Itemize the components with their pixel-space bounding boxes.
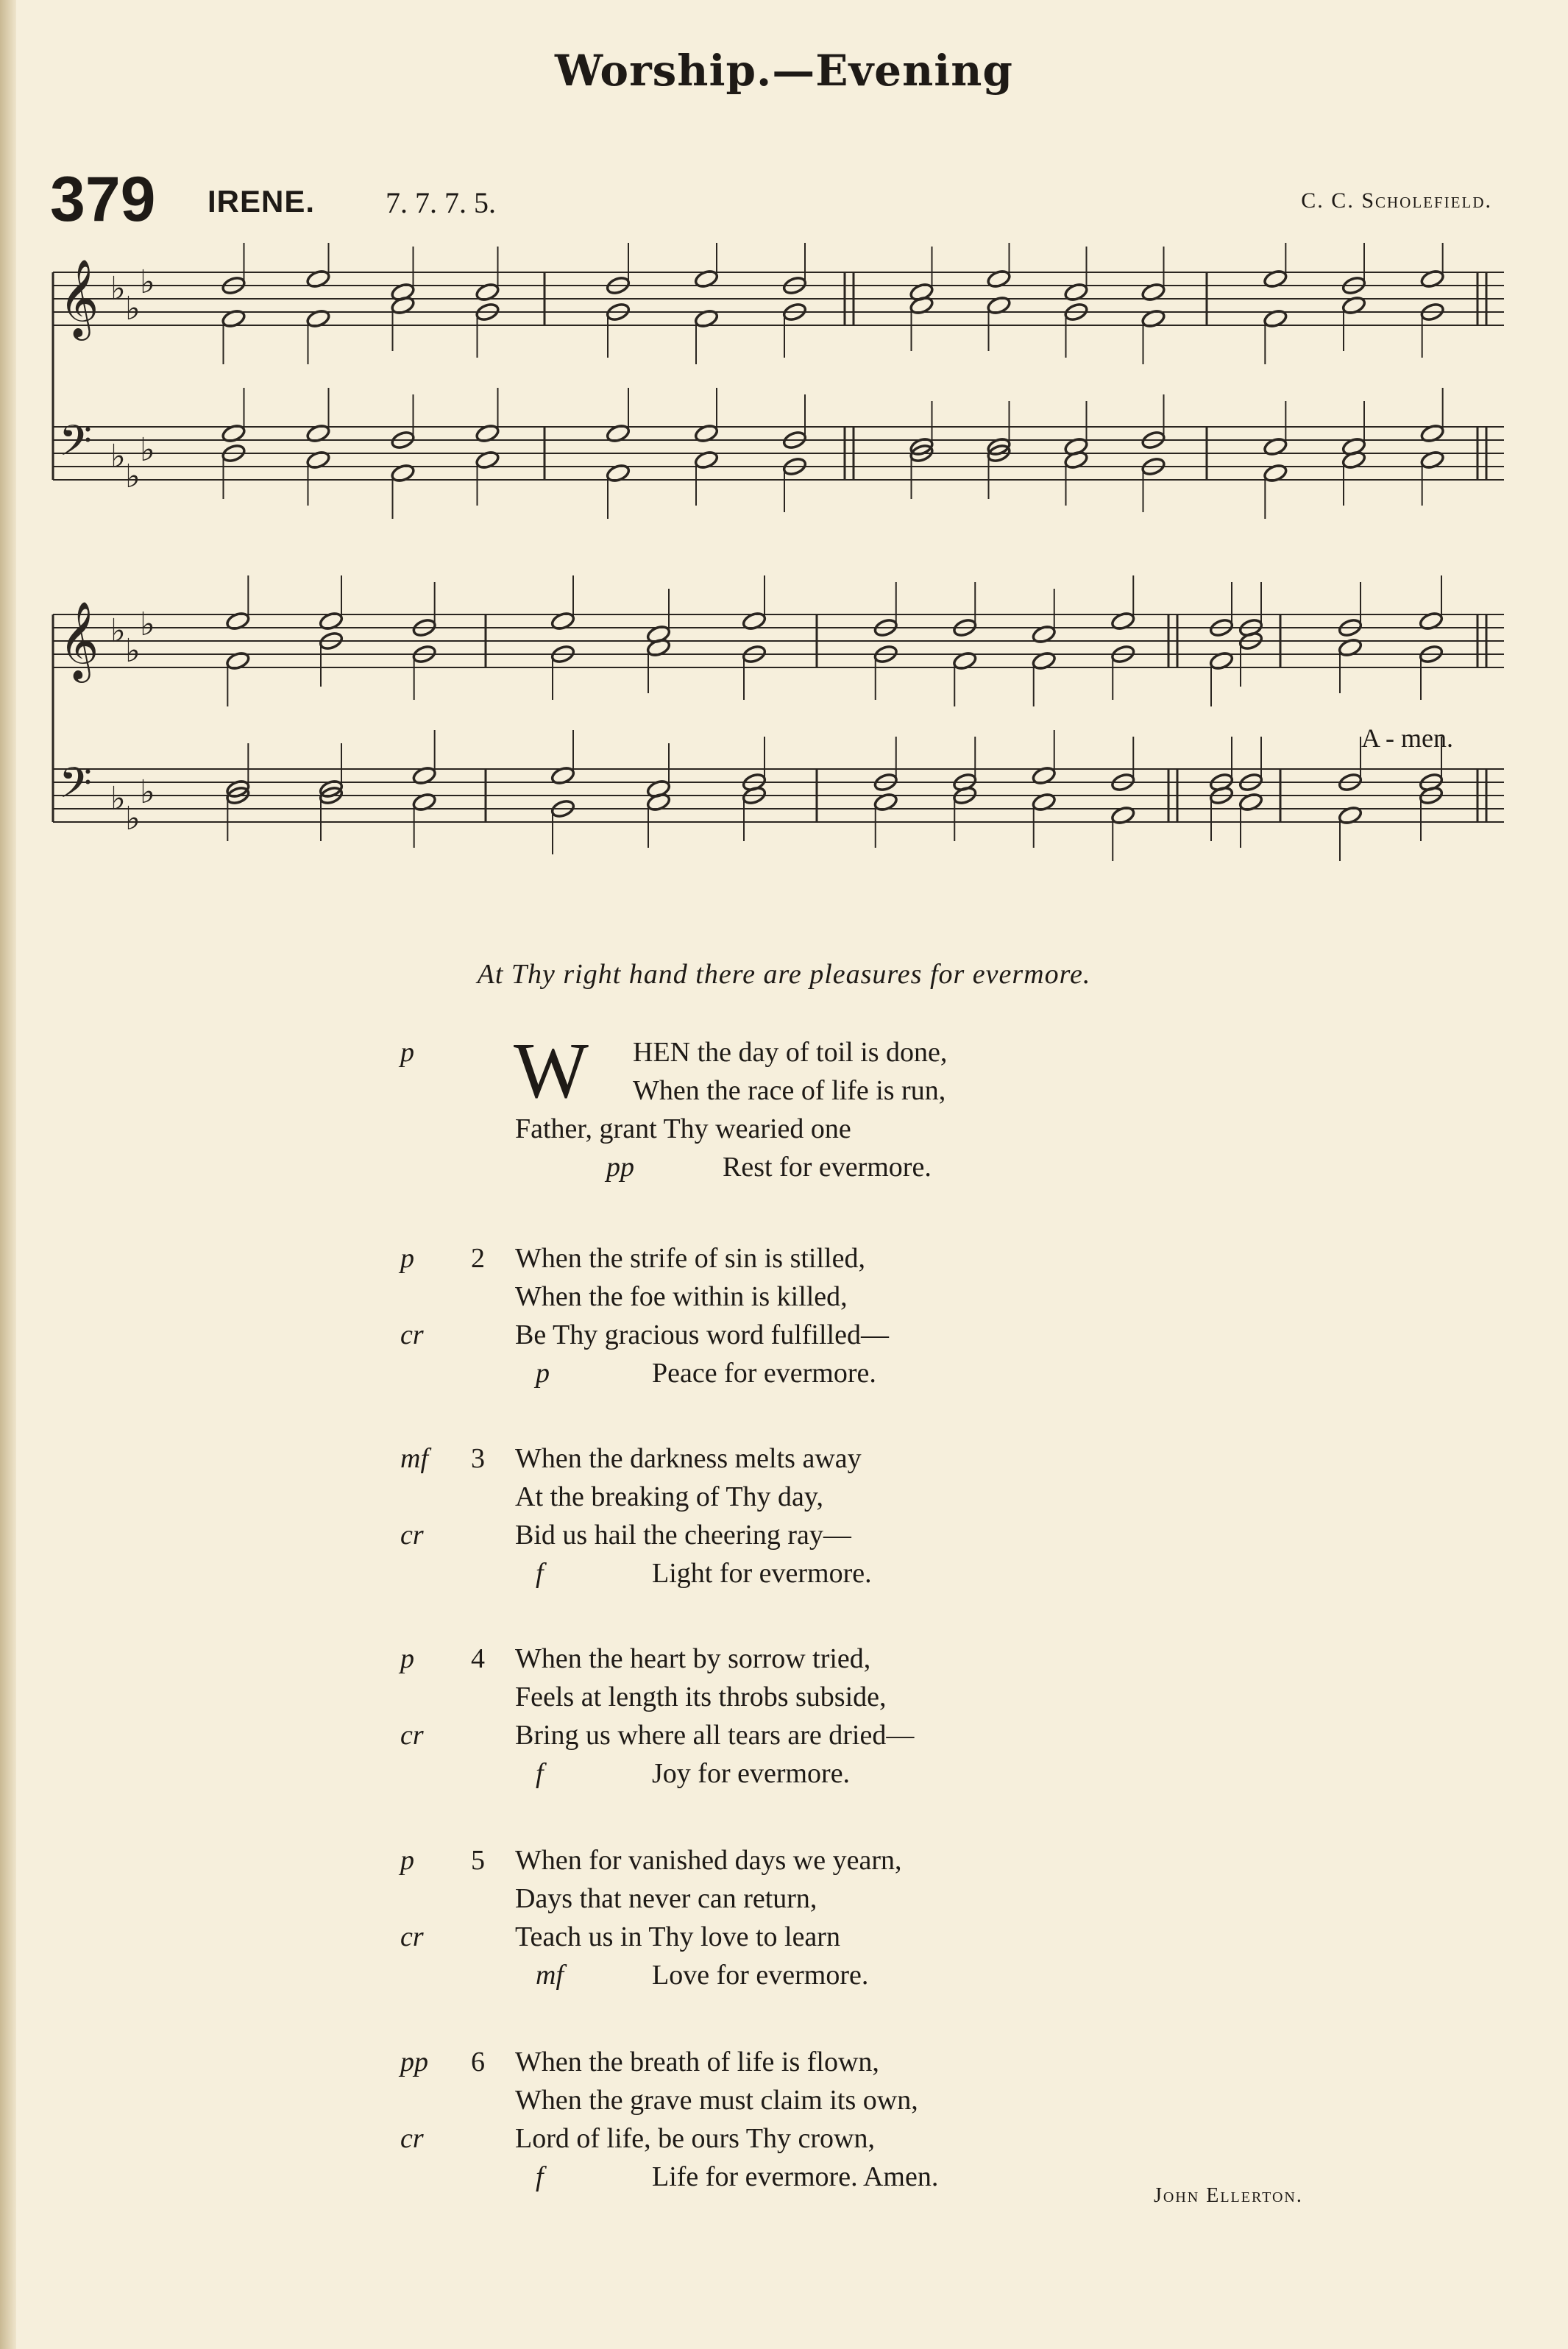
amen-lyric: A - men. [1361, 723, 1453, 753]
flat-icon: ♭ [110, 780, 126, 818]
verse-line: When the darkness melts away [515, 1443, 862, 1474]
verse-line: Life for evermore. Amen. [652, 2161, 939, 2192]
dynamic-marking: cr [400, 2123, 424, 2154]
verse-line: Bid us hail the cheering ray— [515, 1520, 851, 1551]
bass-clef-icon: 𝄢 [59, 416, 93, 476]
verse-line: HEN the day of toil is done, [633, 1037, 948, 1068]
flat-icon: ♭ [110, 612, 126, 650]
tune-meter: 7. 7. 7. 5. [386, 186, 496, 219]
tune-name: IRENE. [207, 184, 316, 219]
dynamic-marking: cr [400, 1520, 424, 1551]
dynamic-marking: cr [400, 1720, 424, 1751]
dynamic-marking: f [536, 1558, 544, 1589]
dynamic-marking: mf [400, 1443, 428, 1474]
verse-line: Bring us where all tears are dried— [515, 1720, 915, 1751]
verse-number: 2 [471, 1243, 485, 1274]
dynamic-marking: f [536, 1758, 544, 1789]
dynamic-marking: p [400, 1037, 414, 1068]
dynamic-marking: p [400, 1845, 414, 1876]
dynamic-marking: mf [536, 1960, 564, 1991]
verse-line: At the breaking of Thy day, [515, 1481, 823, 1512]
verse-line: Peace for evermore. [652, 1358, 876, 1389]
dynamic-marking: pp [606, 1152, 634, 1183]
verse-line: When the breath of life is flown, [515, 2047, 879, 2077]
flat-icon: ♭ [140, 606, 155, 643]
dynamic-marking: cr [400, 1319, 424, 1350]
verse-line: When the heart by sorrow tried, [515, 1643, 871, 1674]
epigraph: At Thy right hand there are pleasures for evermore. [477, 959, 1091, 990]
verse-line: Rest for evermore. [723, 1152, 932, 1183]
verse-line: Be Thy gracious word fulfilled— [515, 1319, 889, 1350]
hymn-heading [50, 163, 1492, 235]
verse-line: Teach us in Thy love to learn [515, 1921, 840, 1952]
verse-line: Joy for evermore. [652, 1758, 851, 1789]
verse-line: When the race of life is run, [633, 1075, 946, 1106]
flat-icon: ♭ [125, 290, 141, 327]
verse-line: When the grave must claim its own, [515, 2085, 918, 2116]
verse-line: Lord of life, be ours Thy crown, [515, 2123, 875, 2154]
score-svg [44, 243, 1508, 905]
verse-line: When the strife of sin is stilled, [515, 1243, 865, 1274]
verse-number: 6 [471, 2047, 485, 2077]
flat-icon: ♭ [110, 438, 126, 475]
verse-line: Days that never can return, [515, 1883, 817, 1914]
text-author: John Ellerton. [1154, 2184, 1303, 2207]
flat-icon: ♭ [125, 458, 141, 495]
verse-line: Love for evermore. [652, 1960, 869, 1991]
dynamic-marking: p [400, 1643, 414, 1674]
dynamic-marking: p [400, 1243, 414, 1274]
verse-line: Father, grant Thy wearied one [515, 1113, 851, 1144]
treble-clef-icon: 𝄞 [59, 258, 99, 337]
hymn-number: 379 [50, 164, 156, 235]
dynamic-marking: cr [400, 1921, 424, 1952]
flat-icon: ♭ [125, 632, 141, 670]
verse-line: Light for evermore. [652, 1558, 872, 1589]
flat-icon: ♭ [140, 773, 155, 811]
verse-number: 3 [471, 1443, 485, 1474]
verse-line: When the foe within is killed, [515, 1281, 848, 1312]
dynamic-marking: f [536, 2161, 544, 2192]
flat-icon: ♭ [140, 431, 155, 469]
page-edge-shadow [0, 0, 16, 2349]
verse-number: 5 [471, 1845, 485, 1876]
drop-cap: W [514, 1027, 589, 1115]
music-score [44, 243, 1508, 905]
flat-icon: ♭ [140, 263, 155, 301]
composer: C. C. Scholefield. [1301, 188, 1492, 213]
treble-clef-icon: 𝄞 [59, 600, 99, 679]
verse-number: 4 [471, 1643, 485, 1674]
flat-icon: ♭ [125, 800, 141, 837]
verse-line: When for vanished days we yearn, [515, 1845, 902, 1876]
page-header: Worship.—Evening [555, 46, 1013, 96]
dynamic-marking: p [536, 1358, 550, 1389]
flat-icon: ♭ [110, 270, 126, 308]
verse-line: Feels at length its throbs subside, [515, 1682, 887, 1712]
bass-clef-icon: 𝄢 [59, 758, 93, 818]
dynamic-marking: pp [400, 2047, 428, 2077]
